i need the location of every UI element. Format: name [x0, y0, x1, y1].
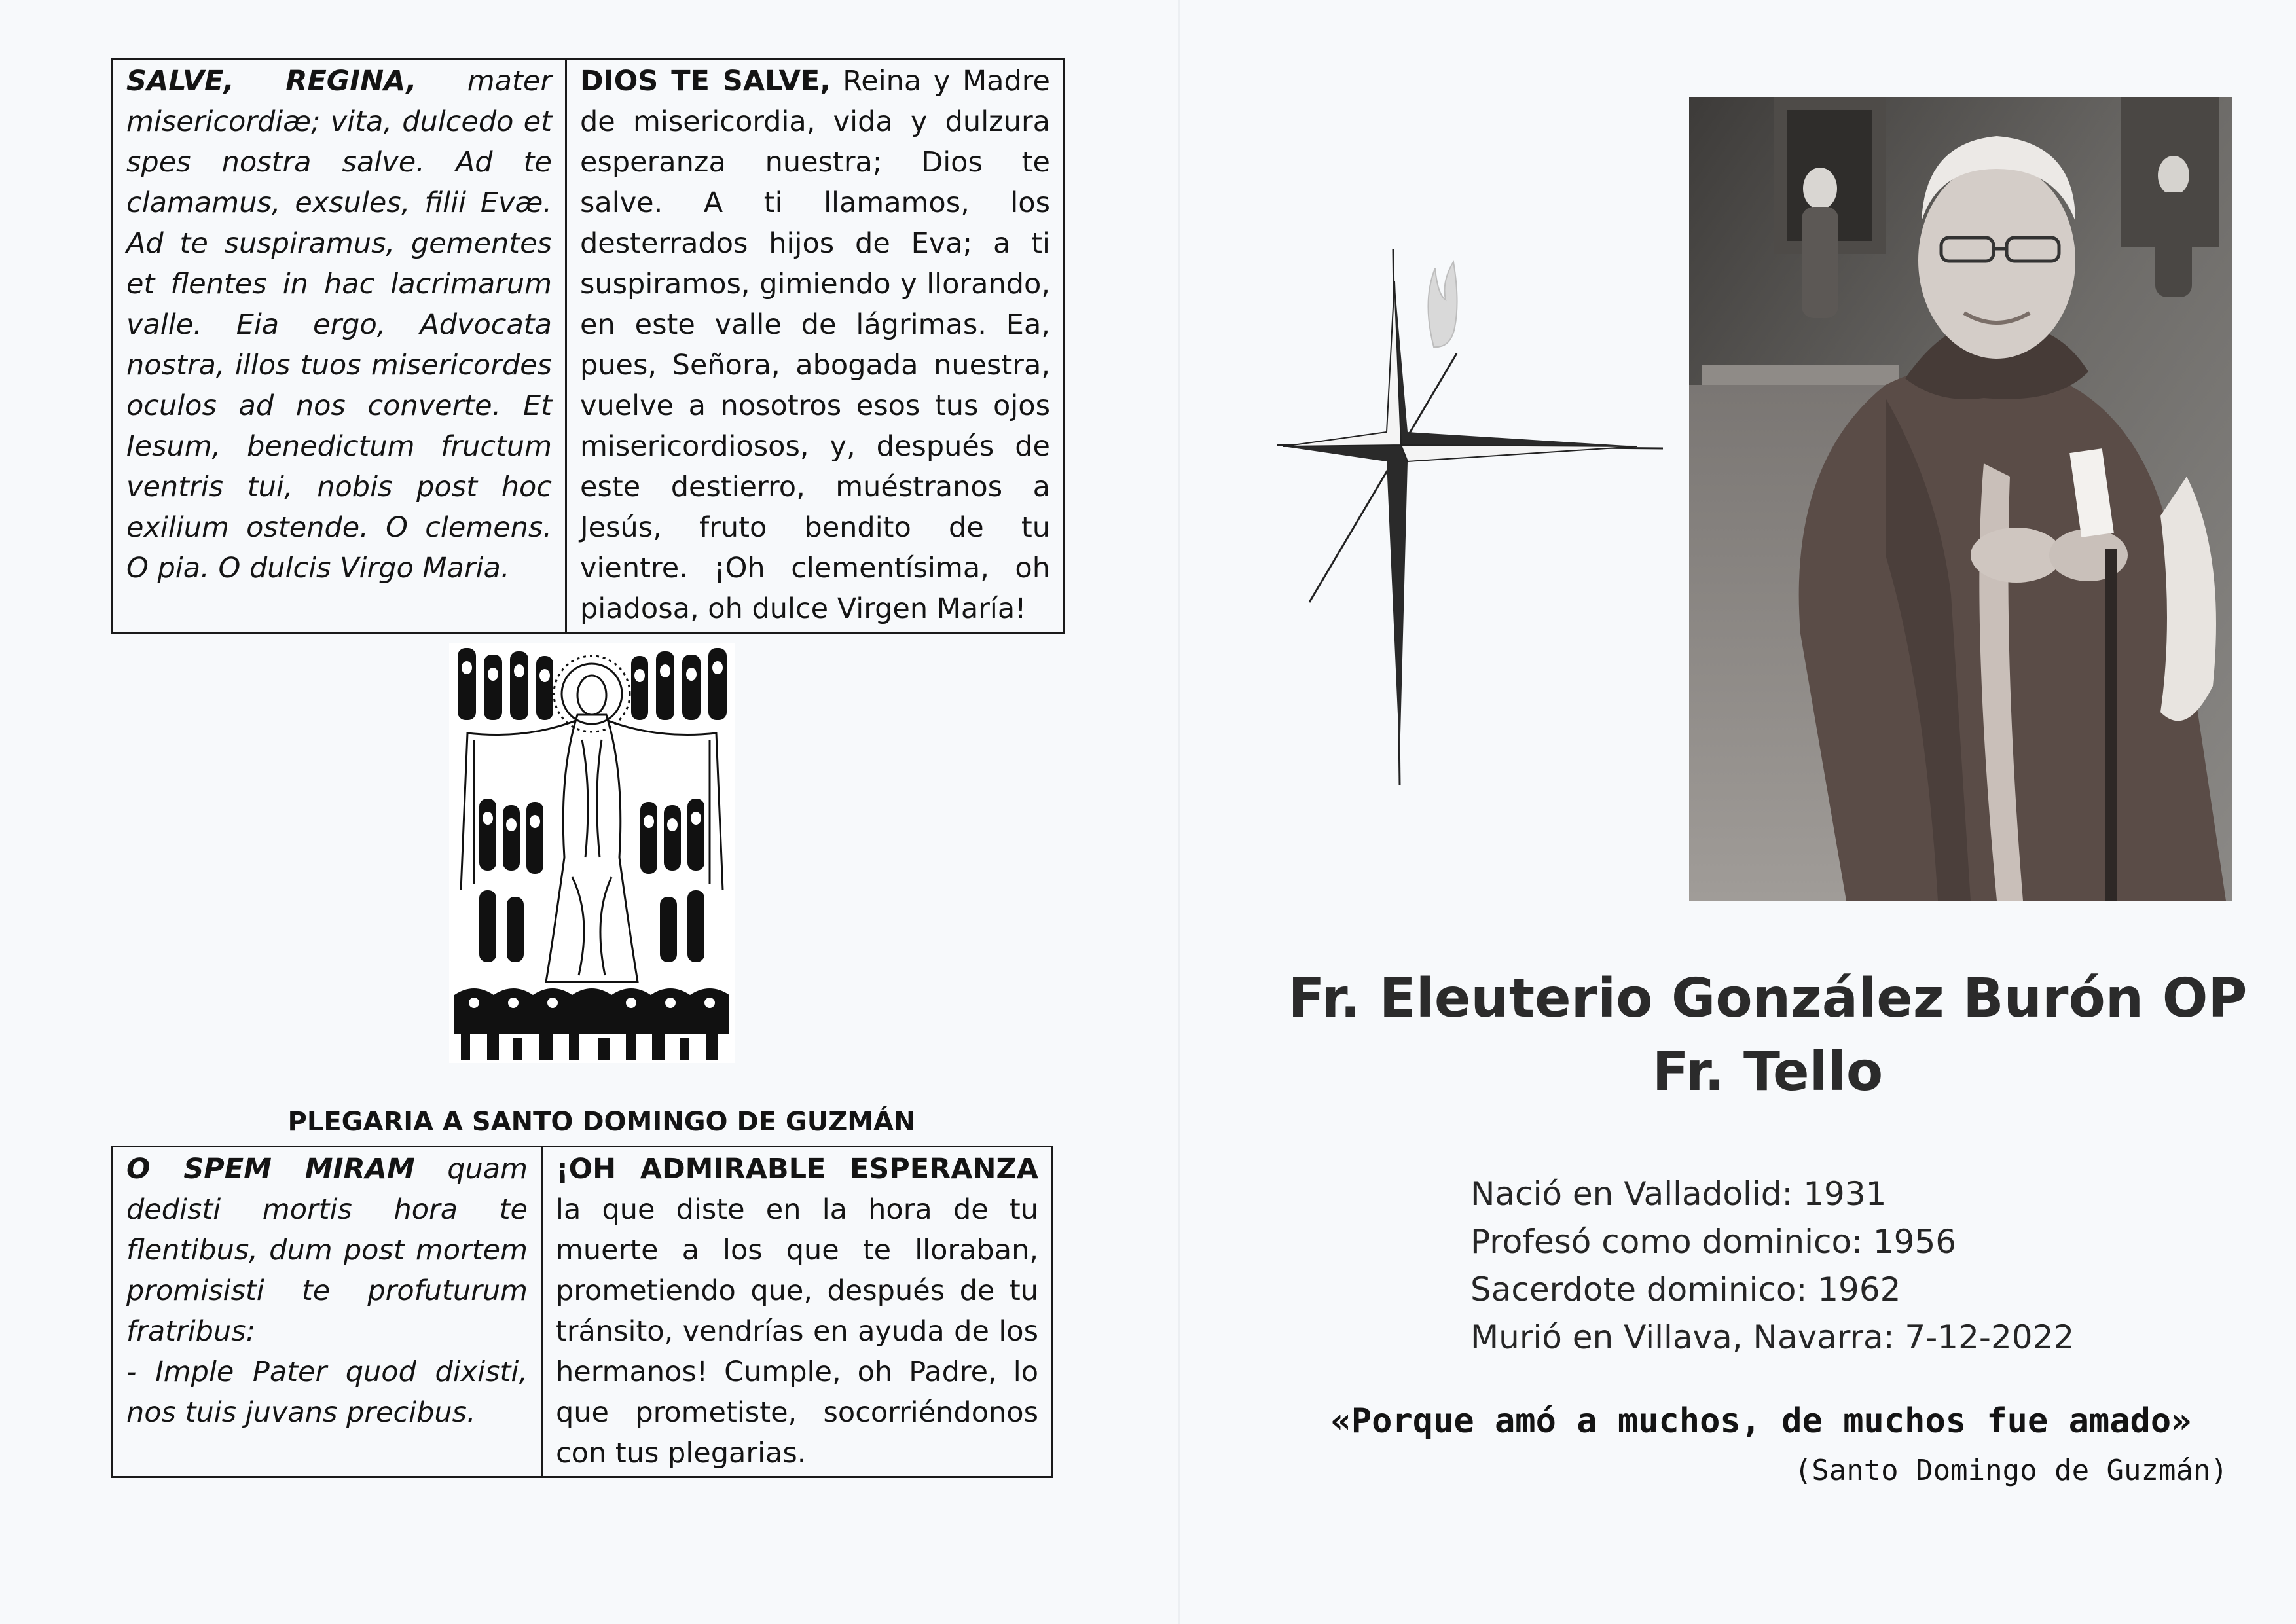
page-fold [1178, 0, 1180, 1624]
domingo-prayer-title: PLEGARIA A SANTO DOMINGO DE GUZMÁN [287, 1107, 916, 1137]
salve-regina-table [111, 58, 1065, 634]
deceased-name: Fr. Eleuterio González Burón OP [1288, 967, 2248, 1030]
bio-priest: Sacerdote dominico: 1962 [1470, 1271, 1901, 1308]
bio-professed: Profesó como dominico: 1956 [1470, 1223, 1957, 1261]
star-icon [1270, 236, 1676, 799]
deceased-name-heading [1244, 962, 2291, 1109]
salve-spanish-cell [566, 59, 1065, 633]
memorial-quote: «Porque amó a muchos, de muchos fue amado» [1330, 1401, 2192, 1441]
salve-spanish-heading: DIOS TE SALVE, [580, 65, 831, 98]
bio-born: Nació en Valladolid: 1931 [1470, 1175, 1887, 1213]
domingo-prayer-table [111, 1146, 1053, 1478]
domingo-spanish-heading: ¡OH ADMIRABLE ESPERANZA [556, 1153, 1038, 1185]
virgin-mary-drawing [448, 641, 736, 1064]
domingo-latin-heading: O SPEM MIRAM [126, 1153, 415, 1185]
salve-latin-cell [113, 59, 566, 633]
domingo-spanish-text: la que diste en la hora de tu muerte a los que te lloraban, prometiendo que, después de tu tránsito, vendrías en ayuda de los hermanos! Cumple, oh Padre, lo que prometiste, socorriéndonos con tus plegarias. [556, 1193, 1038, 1470]
domingo-latin-text-2: - Imple Pater quod dixisti, nos tuis juvans precibus. [126, 1356, 528, 1429]
domingo-latin-text: quam dedisti mortis hora te flentibus, dum post mortem promisisti te profuturum fratribus: [126, 1153, 528, 1348]
bio-died: Murió en Villava, Navarra: 7-12-2022 [1470, 1318, 2075, 1356]
salve-latin-text: mater misericordiæ; vita, dulcedo et spes nostra salve. Ad te clamamus, exsules, filii Evæ. Ad te suspiramus, gementes et flentes in hac lacrimarum valle. Eia ergo, Advocata nostra, illos tuos misericordes oculos ad nos converte. Et Iesum, benedictum fructum ventris tui, nobis post hoc exilium ostende. O clemens. O pia. O dulcis Virgo Maria. [126, 65, 552, 585]
deceased-alias: Fr. Tello [1652, 1041, 1884, 1103]
quote-source: (Santo Domingo de Guzmán) [1794, 1454, 2228, 1487]
friar-portrait-photo [1689, 97, 2232, 901]
salve-latin-heading: SALVE, REGINA, [126, 65, 417, 98]
salve-spanish-text: Reina y Madre de misericordia, vida y dulzura esperanza nuestra; Dios te salve. A ti llamamos, los desterrados hijos de Eva; a ti suspiramos, gimiendo y llorando, en este valle de lágrimas. Ea, pues, Señora, abogada nuestra, vuelve a nosotros esos tus ojos misericordiosos, y, después de este destierro, muéstranos a Jesús, fruto bendito de tu vientre. ¡Oh clementísima, oh piadosa, oh dulce Virgen María! [580, 65, 1050, 625]
domingo-latin-cell [113, 1147, 542, 1477]
domingo-spanish-cell [542, 1147, 1053, 1477]
biography [1470, 1170, 2125, 1362]
